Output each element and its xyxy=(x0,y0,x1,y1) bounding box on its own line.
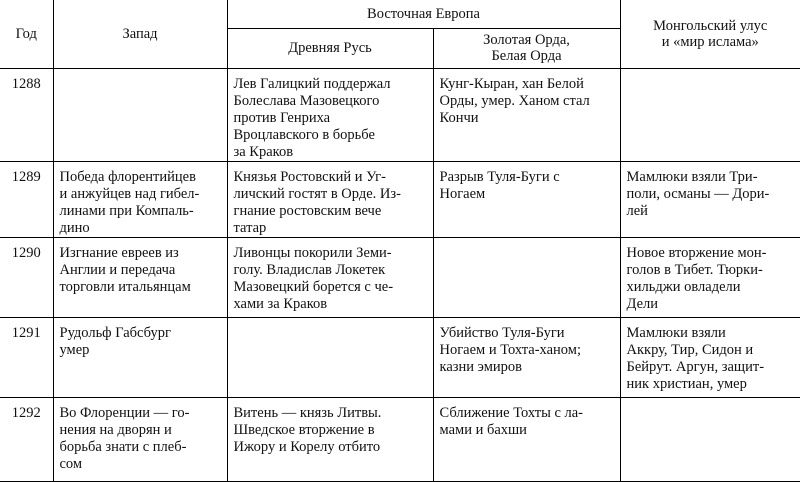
table-body xyxy=(0,68,800,481)
text-line: Кунг-Кыран, хан Белой xyxy=(439,75,584,92)
text-line: Убийство Туля-Буги xyxy=(439,324,565,341)
text-line: нения на дворян и xyxy=(59,421,172,438)
header-line: Белая Орда xyxy=(491,48,562,64)
header-line: Золотая Орда, xyxy=(483,32,570,48)
text-line: Витень — князь Литвы. xyxy=(233,404,382,421)
text-line: Изгнание евреев из xyxy=(59,244,179,261)
cell-west xyxy=(53,68,227,161)
text-line: сом xyxy=(59,455,83,472)
text-line: Мамлюки взяли xyxy=(626,324,726,341)
cell-mongol-ulus xyxy=(620,317,800,397)
text-line: личский гостят в Орде. Из- xyxy=(233,185,401,202)
cell-golden-horde xyxy=(433,317,620,397)
cell-mongol-ulus xyxy=(620,397,800,481)
text-line: торговли итальянцам xyxy=(59,278,191,295)
cell-west xyxy=(53,237,227,317)
table-row xyxy=(0,68,800,161)
text-line: Мазовецкий борется с че- xyxy=(233,278,394,295)
text-line: Вроцлавского в борьбе xyxy=(233,126,375,143)
text-line: Англии и передача xyxy=(59,261,176,278)
text-line: дино xyxy=(59,219,90,236)
table-row xyxy=(0,161,800,237)
cell-mongol-ulus xyxy=(620,237,800,317)
cell-golden-horde xyxy=(433,397,620,481)
text-line: Победа флорентийцев xyxy=(59,168,196,185)
cell-ancient-rus xyxy=(227,161,433,237)
cell-golden-horde xyxy=(433,68,620,161)
text-line: Мамлюки взяли Три- xyxy=(626,168,758,185)
text-line: хами за Краков xyxy=(233,295,328,312)
cell-year: 1291 xyxy=(0,317,53,397)
cell-year: 1292 xyxy=(0,397,53,481)
text-line: Шведское вторжение в xyxy=(233,421,375,438)
header-west: Запад xyxy=(53,0,227,68)
header-eastern-europe: Восточная Европа xyxy=(227,0,620,28)
text-line: Бейрут. Аргун, защит- xyxy=(626,358,765,375)
text-line: Ногаем и Тохта-ханом; xyxy=(439,341,581,358)
text-line: лей xyxy=(626,202,648,219)
text-line: поли, османы — Дори- xyxy=(626,185,770,202)
header-golden-horde xyxy=(433,28,620,68)
table-row xyxy=(0,317,800,397)
cell-ancient-rus xyxy=(227,317,433,397)
text-line: за Краков xyxy=(233,143,294,160)
cell-west xyxy=(53,317,227,397)
text-line: Рудольф Габсбург xyxy=(59,324,171,341)
header-ancient-rus: Древняя Русь xyxy=(227,28,433,68)
cell-golden-horde xyxy=(433,161,620,237)
cell-golden-horde xyxy=(433,237,620,317)
text-line: Орды, умер. Ханом стал xyxy=(439,92,590,109)
cell-west xyxy=(53,161,227,237)
text-line: Дели xyxy=(626,295,659,312)
text-line: Лев Галицкий поддержал xyxy=(233,75,391,92)
table-row xyxy=(0,397,800,481)
cell-ancient-rus xyxy=(227,397,433,481)
cell-mongol-ulus xyxy=(620,161,800,237)
text-line: Новое вторжение мон- xyxy=(626,244,767,261)
text-line: татар xyxy=(233,219,267,236)
text-line: гнание ростовским вече xyxy=(233,202,382,219)
text-line: умер xyxy=(59,341,90,358)
text-line: Ливонцы покорили Земи- xyxy=(233,244,392,261)
text-line: голу. Владислав Локетек xyxy=(233,261,386,278)
text-line: Болеслава Мазовецкого xyxy=(233,92,380,109)
cell-year: 1289 xyxy=(0,161,53,237)
table-row xyxy=(0,237,800,317)
text-line: ник христиан, умер xyxy=(626,375,747,392)
text-line: Князья Ростовский и Уг- xyxy=(233,168,386,185)
table-header xyxy=(0,0,800,68)
cell-west xyxy=(53,397,227,481)
cell-year: 1290 xyxy=(0,237,53,317)
text-line: Сближение Тохты с ла- xyxy=(439,404,584,421)
header-mongol-ulus xyxy=(620,0,800,68)
text-line: Аккру, Тир, Сидон и xyxy=(626,341,754,358)
header-year: Год xyxy=(0,0,53,68)
text-line: борьба знати с плеб- xyxy=(59,438,187,455)
text-line: казни эмиров xyxy=(439,358,523,375)
text-line: мами и бахши xyxy=(439,421,527,438)
text-line: и анжуйцев над гибел- xyxy=(59,185,200,202)
text-line: Ижору и Корелу отбито xyxy=(233,438,381,455)
text-line: Разрыв Туля-Буги с xyxy=(439,168,560,185)
text-line: Ногаем xyxy=(439,185,486,202)
text-line: Во Флоренции — го- xyxy=(59,404,190,421)
cell-ancient-rus xyxy=(227,237,433,317)
text-line: хильджи овладели xyxy=(626,278,741,295)
cell-ancient-rus xyxy=(227,68,433,161)
text-line: против Генриха xyxy=(233,109,331,126)
cell-mongol-ulus xyxy=(620,68,800,161)
cell-year: 1288 xyxy=(0,68,53,161)
text-line: линами при Компаль- xyxy=(59,202,194,219)
text-line: голов в Тибет. Тюрки- xyxy=(626,261,763,278)
header-line: и «мир ислама» xyxy=(661,33,759,50)
text-line: Кончи xyxy=(439,109,479,126)
header-line: Монгольский улус xyxy=(653,17,768,34)
